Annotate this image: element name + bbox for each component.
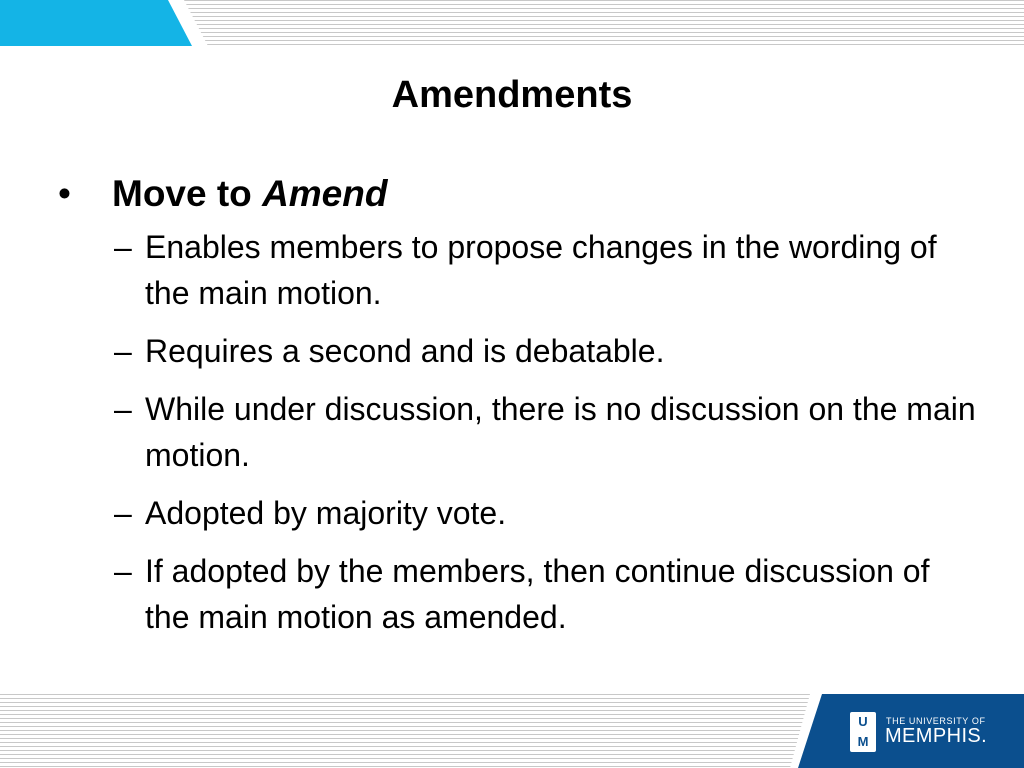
logo-letter-m: M bbox=[857, 734, 869, 749]
dash-icon: – bbox=[114, 553, 132, 589]
top-stripe-pattern bbox=[184, 0, 1024, 46]
dash-icon: – bbox=[114, 333, 132, 369]
bullet-move-to-amend bbox=[58, 170, 978, 218]
bullet-lead-text: Move to bbox=[112, 173, 263, 214]
slide-title: Amendments bbox=[391, 74, 633, 116]
university-logo-icon bbox=[850, 712, 876, 752]
bullet-emphasis-text: Amend bbox=[262, 173, 388, 214]
logo-university-line: THE UNIVERSITY OF bbox=[886, 716, 986, 726]
sub-bullet-text: Adopted by majority vote. bbox=[145, 495, 507, 531]
bottom-stripe-pattern bbox=[0, 694, 826, 768]
dash-icon: – bbox=[114, 391, 132, 427]
sub-bullet-text: If adopted by the members, then continue discussion of the main motion as amended. bbox=[145, 553, 930, 635]
sub-bullet-item bbox=[58, 490, 978, 536]
dash-icon: – bbox=[114, 495, 132, 531]
slide-content bbox=[58, 170, 978, 640]
sub-bullet-item bbox=[58, 224, 978, 316]
logo-letter-u: U bbox=[858, 714, 868, 729]
sub-bullet-list bbox=[58, 224, 978, 640]
sub-bullet-text: While under discussion, there is no discussion on the main motion. bbox=[145, 391, 976, 473]
top-accent-bar bbox=[0, 0, 192, 46]
sub-bullet-text: Requires a second and is debatable. bbox=[145, 333, 665, 369]
bullet-dot-icon: • bbox=[58, 173, 71, 214]
sub-bullet-item bbox=[58, 386, 978, 478]
sub-bullet-item bbox=[58, 548, 978, 640]
sub-bullet-text: Enables members to propose changes in the wording of the main motion. bbox=[145, 229, 937, 311]
logo-name: MEMPHIS. bbox=[885, 725, 988, 747]
sub-bullet-item bbox=[58, 328, 978, 374]
dash-icon: – bbox=[114, 229, 132, 265]
